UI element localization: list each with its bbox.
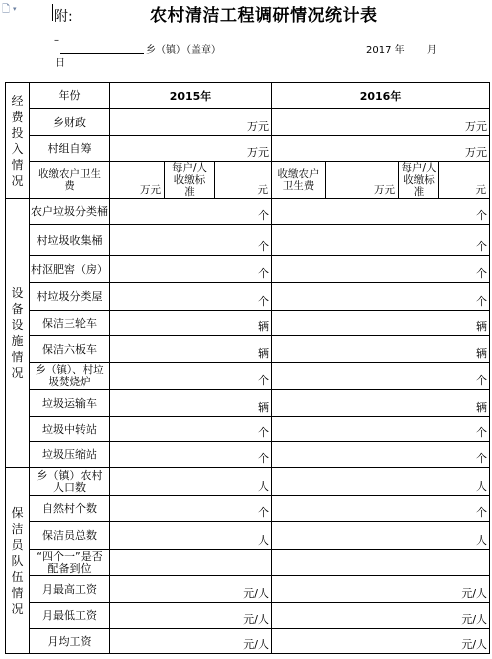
section-funding — [6, 83, 30, 199]
fee-std-value-2016[interactable]: 元 — [439, 162, 490, 199]
value-cell-2015[interactable]: 个 — [110, 199, 272, 225]
value-cell-2015[interactable]: 个 — [110, 283, 272, 311]
value-cell-2016[interactable]: 个 — [272, 417, 490, 442]
value-cell-2016[interactable]: 辆 — [272, 311, 490, 336]
value-cell-2016[interactable]: 个 — [272, 225, 490, 256]
township-label: 乡（镇）（盖章） — [146, 45, 221, 56]
value-cell-2015[interactable]: 万元 — [110, 109, 272, 136]
value-cell-2015[interactable]: 人 — [110, 522, 272, 550]
value-cell-2015[interactable]: 元/人 — [110, 629, 272, 654]
row-label: 垃圾中转站 — [30, 417, 110, 442]
row-label: 保洁六板车 — [30, 336, 110, 363]
row-label: 乡（镇）、村垃圾焚烧炉 — [30, 363, 110, 390]
row-label: 垃圾运输车 — [30, 390, 110, 417]
survey-table — [5, 82, 490, 654]
year-2015-header: 2015年 — [110, 83, 272, 109]
value-cell-2015[interactable]: 个 — [110, 256, 272, 283]
value-cell-2016[interactable]: 个 — [272, 496, 490, 522]
fee-value-2016[interactable]: 万元 — [326, 162, 399, 199]
value-cell-2015[interactable]: 个 — [110, 442, 272, 468]
value-cell-2016[interactable]: 元/人 — [272, 576, 490, 603]
year-header-cell: 年份 — [30, 83, 110, 109]
row-label: 保洁员总数 — [30, 522, 110, 550]
row-label: “四个一”是否配备到位 — [30, 550, 110, 576]
value-cell-2016[interactable]: 个 — [272, 442, 490, 468]
row-label: 村垃圾收集桶 — [30, 225, 110, 256]
value-cell-2015[interactable]: 辆 — [110, 390, 272, 417]
fee-std-label-2016: 每户/人收缴标准 — [399, 162, 439, 199]
value-cell-2015[interactable]: 元/人 — [110, 576, 272, 603]
fee-std-value-2015[interactable]: 元 — [215, 162, 272, 199]
row-label: 农户垃圾分类桶 — [30, 199, 110, 225]
dropdown-arrow-icon[interactable]: ▾ — [13, 5, 17, 13]
row-label: 月最低工资 — [30, 603, 110, 629]
row-label: 村沤肥窖（房） — [30, 256, 110, 283]
document-icon: 🗋 — [2, 4, 11, 15]
month-label: 月 — [427, 45, 437, 56]
value-cell-2016[interactable]: 人 — [272, 522, 490, 550]
value-cell-2015[interactable]: 个 — [110, 417, 272, 442]
row-label: 月最高工资 — [30, 576, 110, 603]
township-underline — [60, 53, 144, 54]
row-label: 保洁三轮车 — [30, 311, 110, 336]
day-label: 日 — [55, 58, 65, 69]
dash-mark: – — [54, 35, 59, 46]
value-cell-2016[interactable]: 人 — [272, 468, 490, 496]
value-cell-2016[interactable]: 个 — [272, 363, 490, 390]
row-label: 村垃圾分类屋 — [30, 283, 110, 311]
row-label: 乡财政 — [30, 109, 110, 136]
value-cell-2015[interactable]: 个 — [110, 225, 272, 256]
value-cell-2016[interactable]: 个 — [272, 256, 490, 283]
page-title: 农村清洁工程调研情况统计表 — [150, 6, 378, 26]
value-cell-2016[interactable]: 元/人 — [272, 629, 490, 654]
fee-value-2015[interactable]: 万元 — [110, 162, 165, 199]
section-equipment — [6, 199, 30, 468]
row-label: 垃圾压缩站 — [30, 442, 110, 468]
fee-label: 收缴农户卫生费 — [30, 162, 110, 199]
value-cell-2015[interactable] — [110, 550, 272, 576]
row-label: 月均工资 — [30, 629, 110, 654]
year-label: 2017 年 — [366, 45, 405, 56]
value-cell-2016[interactable]: 万元 — [272, 136, 490, 162]
value-cell-2015[interactable]: 个 — [110, 363, 272, 390]
value-cell-2015[interactable]: 辆 — [110, 336, 272, 363]
value-cell-2016[interactable]: 元/人 — [272, 603, 490, 629]
value-cell-2016[interactable]: 万元 — [272, 109, 490, 136]
value-cell-2016[interactable]: 辆 — [272, 390, 490, 417]
value-cell-2015[interactable]: 元/人 — [110, 603, 272, 629]
value-cell-2015[interactable]: 个 — [110, 496, 272, 522]
section-funding-label: 经费投入情况 — [11, 93, 24, 188]
fee-std-label-2015: 每户/人收缴标准 — [165, 162, 215, 199]
value-cell-2015[interactable]: 万元 — [110, 136, 272, 162]
section-staff — [6, 468, 30, 654]
value-cell-2016[interactable]: 辆 — [272, 336, 490, 363]
value-cell-2016[interactable]: 个 — [272, 199, 490, 225]
row-label: 乡（镇）农村人口数 — [30, 468, 110, 496]
value-cell-2015[interactable]: 辆 — [110, 311, 272, 336]
attachment-label: 附: — [54, 9, 73, 25]
value-cell-2016[interactable]: 个 — [272, 283, 490, 311]
section-equipment-label: 设备设施情况 — [11, 286, 24, 380]
year-2016-header: 2016年 — [272, 83, 490, 109]
section-staff-label: 保洁员队伍情况 — [11, 505, 24, 616]
value-cell-2015[interactable]: 人 — [110, 468, 272, 496]
row-label: 村组自筹 — [30, 136, 110, 162]
row-label: 自然村个数 — [30, 496, 110, 522]
value-cell-2016[interactable] — [272, 550, 490, 576]
text-cursor — [52, 4, 53, 21]
fee-label-2016: 收缴农户卫生费 — [272, 162, 326, 199]
